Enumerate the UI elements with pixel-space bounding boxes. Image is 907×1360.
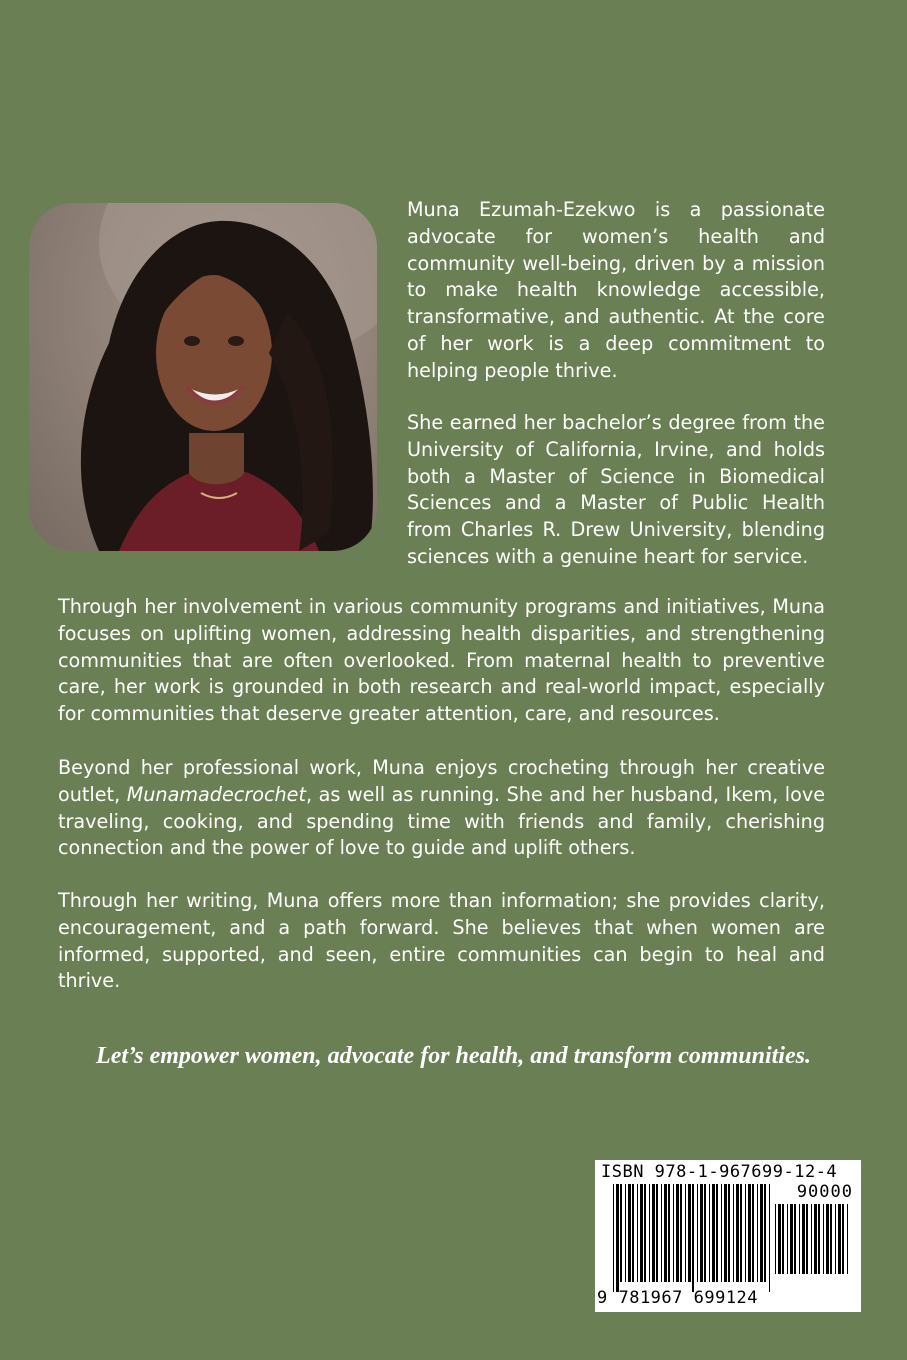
barcode-bar	[724, 1184, 727, 1282]
barcode-bar	[835, 1204, 836, 1274]
barcode-bar	[733, 1184, 734, 1282]
barcode-bar	[757, 1184, 758, 1282]
barcode-bar	[716, 1184, 718, 1282]
bio-paragraph-3: Through her involvement in various community programs and initiatives, Muna focuses on uplifting women, addressing health disparities, and strengthening communities that are often overlooked. From maternal health to preventive care, her work is grounded in both research and real-world impact, especially for communities that deserve greater attention, care, and resources.	[58, 595, 825, 726]
barcode-bar	[775, 1204, 776, 1274]
barcode-bar	[814, 1204, 817, 1274]
barcode-bar	[778, 1204, 781, 1274]
barcode-bar	[790, 1204, 793, 1274]
barcode-bar	[740, 1184, 742, 1282]
barcode-bar	[752, 1184, 754, 1282]
barcode-bar	[787, 1204, 788, 1274]
barcode-bar	[637, 1184, 638, 1282]
price-code: 90000	[796, 1182, 853, 1202]
barcode-bar	[632, 1184, 634, 1282]
bio-paragraph-4-start: Beyond her professional work, Muna enjoys crocheting through her creative outlet,	[58, 756, 825, 806]
barcode-bar	[704, 1184, 706, 1282]
barcode-bar	[676, 1184, 679, 1282]
ean-digits: 9 781967 699124	[597, 1288, 759, 1308]
isbn-barcode	[595, 1160, 861, 1312]
barcode-bar	[838, 1204, 841, 1274]
barcode-bar	[668, 1184, 670, 1282]
bio-paragraph-1: Muna Ezumah-Ezekwo is a passionate advocate for women’s health and community well-being, driven by a mission to make health knowledge accessible, transformative, and authentic. At the core of her work is a deep commitment to helping people thrive.	[407, 198, 825, 382]
barcode-bar	[625, 1184, 626, 1282]
ean-barcode-bars	[613, 1184, 773, 1292]
barcode-bar	[823, 1204, 824, 1274]
barcode-bar	[688, 1184, 691, 1282]
barcode-bar	[616, 1184, 619, 1292]
barcode-bar	[769, 1184, 770, 1292]
isbn-number: ISBN 978-1-967699-12-4	[601, 1162, 838, 1182]
barcode-bar	[847, 1204, 848, 1274]
author-photo	[29, 203, 377, 551]
tagline: Let’s empower women, advocate for health, and transform communities.	[96, 1043, 811, 1069]
barcode-bar	[794, 1204, 796, 1274]
barcode-bar	[721, 1184, 722, 1282]
barcode-bar	[620, 1184, 622, 1282]
addon-barcode-bars	[775, 1204, 851, 1284]
barcode-bar	[692, 1184, 694, 1292]
barcode-bar	[613, 1184, 614, 1292]
barcode-bar	[644, 1184, 646, 1282]
barcode-bar	[818, 1204, 820, 1274]
crochet-brand-name: Munamadecrochet	[126, 782, 307, 806]
bio-paragraph-4	[58, 755, 825, 862]
barcode-bar	[830, 1204, 832, 1274]
barcode-bar	[802, 1204, 805, 1274]
barcode-bar	[760, 1184, 763, 1282]
barcode-bar	[745, 1184, 746, 1282]
barcode-bar	[736, 1184, 739, 1282]
bio-paragraph-5: Through her writing, Muna offers more than information; she provides clarity, encouragement, and a path forward. She believes that when women are informed, supported, and seen, entire communities can begin to heal and thrive.	[58, 889, 825, 993]
barcode-bar	[728, 1184, 730, 1282]
barcode-bar	[697, 1184, 698, 1282]
barcode-bar	[842, 1204, 844, 1274]
barcode-bar	[799, 1204, 800, 1274]
barcode-bar	[640, 1184, 643, 1282]
barcode-bar	[764, 1184, 766, 1282]
bio-paragraph-2: She earned her bachelor’s degree from the University of California, Irvine, and holds both a Master of Science in Biomedical Sciences and a Master of Public Health from Charles R. Drew University, blending sciences with a genuine heart for service.	[407, 411, 825, 568]
barcode-bar	[664, 1184, 667, 1282]
barcode-bar	[685, 1184, 686, 1282]
barcode-bar	[782, 1204, 784, 1274]
barcode-bar	[652, 1184, 655, 1282]
barcode-bar	[656, 1184, 658, 1282]
barcode-bar	[806, 1204, 808, 1274]
barcode-bar	[709, 1184, 710, 1282]
barcode-bar	[712, 1184, 715, 1282]
barcode-bar	[700, 1184, 703, 1282]
bio-paragraph-4-end: , as well as running. She and her husband, Ikem, love traveling, cooking, and spending time with friends and family, cherishing connection and the power of love to guide and uplift others.	[58, 782, 825, 860]
barcode-bar	[628, 1184, 631, 1282]
barcode-bar	[649, 1184, 650, 1282]
barcode-bar	[811, 1204, 812, 1274]
barcode-bar	[661, 1184, 662, 1282]
barcode-bar	[826, 1204, 829, 1274]
barcode-bar	[673, 1184, 674, 1282]
barcode-bar	[748, 1184, 751, 1282]
barcode-bar	[680, 1184, 682, 1282]
